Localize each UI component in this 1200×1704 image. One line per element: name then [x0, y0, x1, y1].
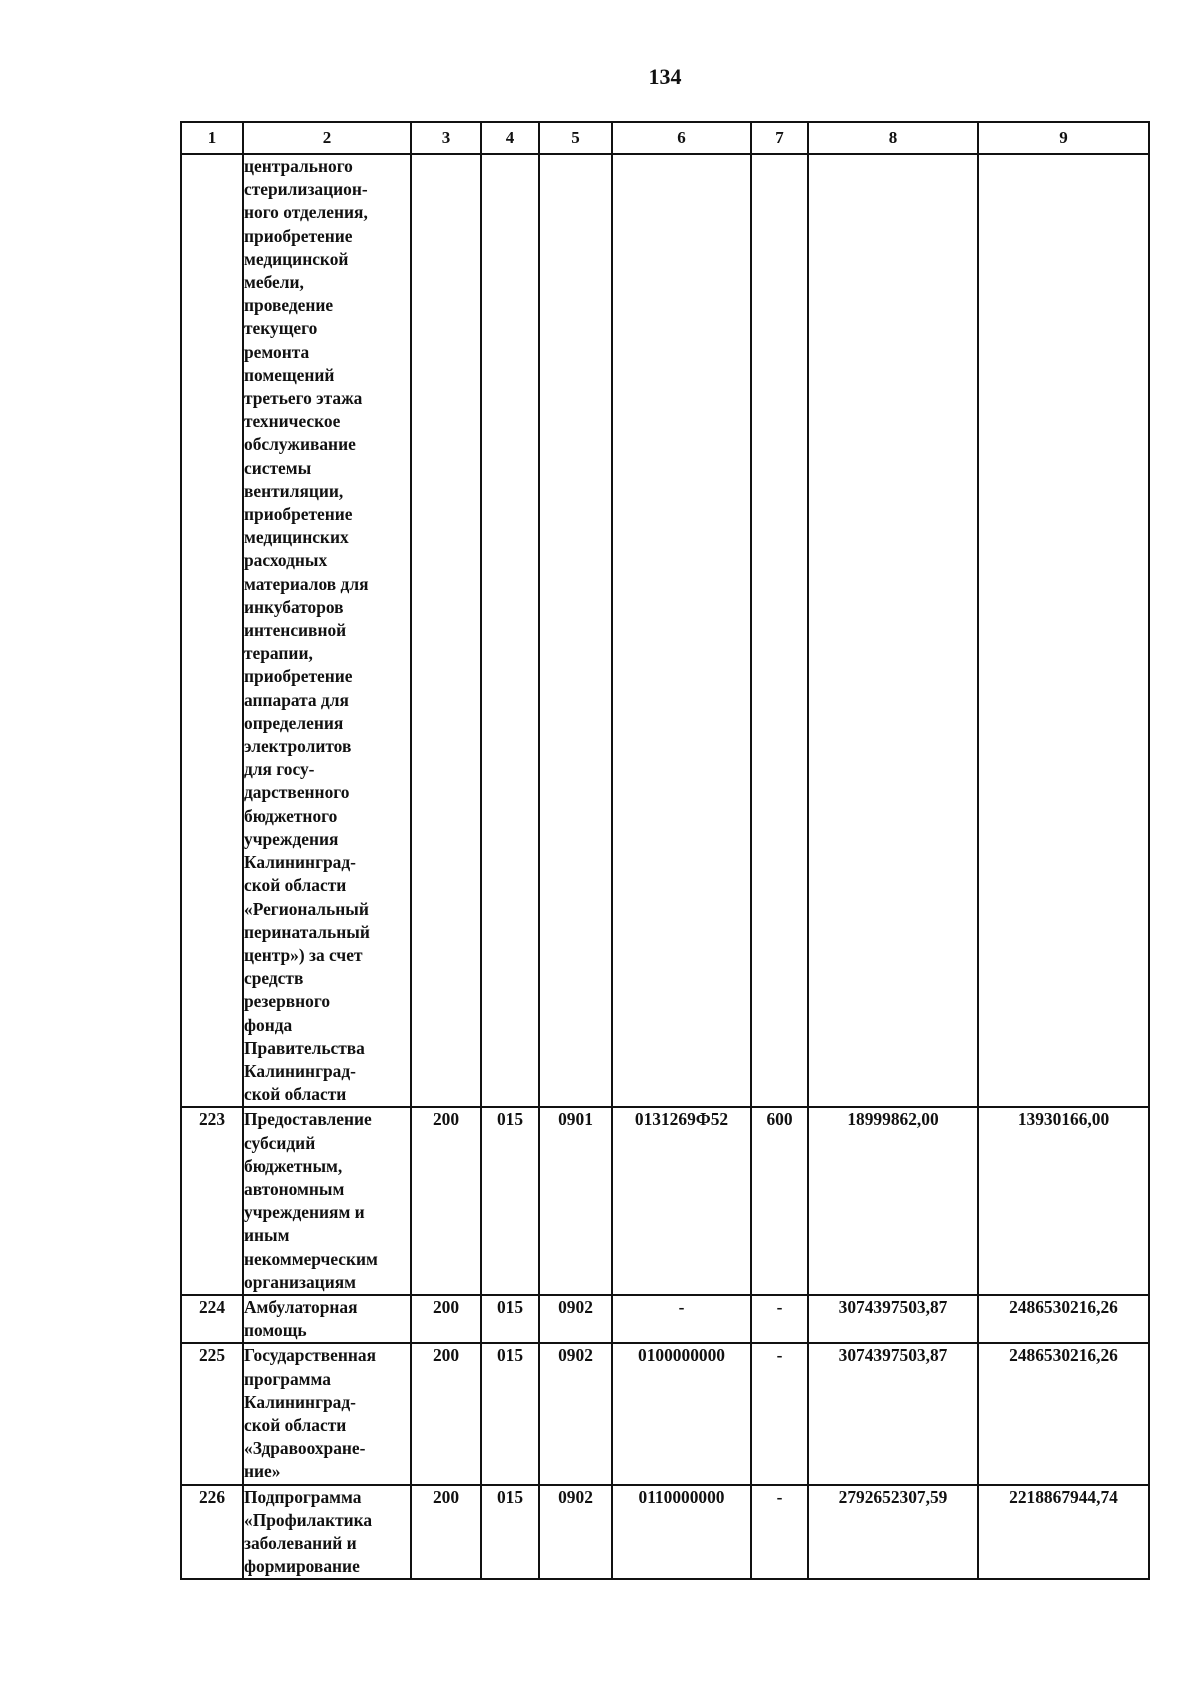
- row-number: 224: [181, 1295, 243, 1343]
- target-article-cell: 0110000000: [612, 1485, 751, 1580]
- row-name-line: системы: [244, 457, 312, 478]
- ministry-code-cell: 015: [481, 1107, 539, 1295]
- column-header: 1: [181, 122, 243, 154]
- row-name-line: Подпрограмма: [244, 1486, 362, 1507]
- budget-table: [180, 121, 1150, 1580]
- row-name-line: аппарата для: [244, 689, 349, 710]
- amount-cell: 18999862,00: [808, 1107, 978, 1295]
- row-name-line: стерилизацион-: [244, 179, 368, 200]
- ministry-code-cell: 015: [481, 1485, 539, 1580]
- row-name-line: фонда: [244, 1014, 293, 1035]
- row-name: [243, 1295, 411, 1343]
- row-name-line: Предоставление: [244, 1109, 372, 1130]
- ministry-code-cell: [481, 154, 539, 1107]
- target-article-cell: 0100000000: [612, 1343, 751, 1484]
- row-name-line: помещений: [244, 364, 335, 385]
- row-name-line: некоммерческим: [244, 1248, 378, 1269]
- row-name-line: приобретение: [244, 504, 353, 525]
- row-name-line: перинатальный: [244, 921, 370, 942]
- amount-cell: 2792652307,59: [808, 1485, 978, 1580]
- row-name-line: бюджетным,: [244, 1155, 343, 1176]
- section-code-cell: 0902: [539, 1485, 612, 1580]
- row-number: 226: [181, 1485, 243, 1580]
- target-article-cell: [612, 154, 751, 1107]
- admin-code-cell: [411, 154, 481, 1107]
- row-number: 223: [181, 1107, 243, 1295]
- row-name-line: ской области: [244, 1084, 347, 1105]
- row-name-line: медицинской: [244, 248, 349, 269]
- admin-code-cell: 200: [411, 1295, 481, 1343]
- target-article-cell: -: [612, 1295, 751, 1343]
- amount-cell: 2218867944,74: [978, 1485, 1149, 1580]
- row-name-line: третьего этажа: [244, 388, 363, 409]
- row-name-line: ного отделения,: [244, 202, 368, 223]
- row-name-line: приобретение: [244, 225, 353, 246]
- row-name-line: приобретение: [244, 666, 353, 687]
- row-name-line: интенсивной: [244, 620, 347, 641]
- ministry-code-cell: 015: [481, 1295, 539, 1343]
- row-name-line: ской области: [244, 875, 347, 896]
- row-number: 225: [181, 1343, 243, 1484]
- row-name-line: терапии,: [244, 643, 313, 664]
- page-number: 134: [648, 64, 682, 89]
- row-name-line: программа: [244, 1368, 331, 1389]
- row-name-line: «Здравоохране-: [244, 1438, 366, 1459]
- row-name-line: резервного: [244, 991, 331, 1012]
- row-name-line: ской области: [244, 1414, 347, 1435]
- section-code-cell: 0902: [539, 1295, 612, 1343]
- section-code-cell: 0901: [539, 1107, 612, 1295]
- row-name-line: формирование: [244, 1556, 360, 1577]
- amount-cell: 3074397503,87: [808, 1343, 978, 1484]
- row-name-line: центрального: [244, 156, 353, 176]
- row-name-line: дарственного: [244, 782, 350, 803]
- row-name-line: автономным: [244, 1178, 345, 1199]
- row-name-line: средств: [244, 968, 304, 989]
- row-name-line: учреждения: [244, 828, 339, 849]
- column-header: 3: [411, 122, 481, 154]
- admin-code-cell: 200: [411, 1107, 481, 1295]
- row-name-line: Государственная: [244, 1345, 376, 1366]
- admin-code-cell: 200: [411, 1343, 481, 1484]
- row-name: [243, 1485, 411, 1580]
- row-name-line: центр») за счет: [244, 944, 363, 965]
- table-row: [181, 1343, 1149, 1484]
- row-name-line: организациям: [244, 1271, 356, 1292]
- target-article-cell: 0131269Ф52: [612, 1107, 751, 1295]
- table-row: [181, 154, 1149, 1107]
- section-code-cell: [539, 154, 612, 1107]
- row-name: [243, 1343, 411, 1484]
- column-header: 6: [612, 122, 751, 154]
- row-name-line: заболеваний и: [244, 1532, 357, 1553]
- amount-cell: [808, 154, 978, 1107]
- row-name-line: электролитов: [244, 736, 352, 757]
- section-code-cell: 0902: [539, 1343, 612, 1484]
- row-name: [243, 154, 411, 1107]
- row-name-line: определения: [244, 712, 344, 733]
- row-name-line: инкубаторов: [244, 596, 344, 617]
- row-name-line: техническое: [244, 411, 341, 432]
- row-name-line: обслуживание: [244, 434, 356, 455]
- table-row: [181, 1485, 1149, 1580]
- row-name-line: «Профилактика: [244, 1509, 373, 1530]
- row-name-line: медицинских: [244, 527, 349, 548]
- row-name-line: расходных: [244, 550, 328, 571]
- amount-cell: 2486530216,26: [978, 1295, 1149, 1343]
- row-name-line: субсидий: [244, 1132, 316, 1153]
- amount-cell: 3074397503,87: [808, 1295, 978, 1343]
- row-name-line: для госу-: [244, 759, 315, 780]
- expense-type-cell: -: [751, 1343, 808, 1484]
- row-name-line: вентиляции,: [244, 480, 344, 501]
- row-name-line: «Региональный: [244, 898, 369, 919]
- expense-type-cell: [751, 154, 808, 1107]
- row-name-line: Амбулаторная: [244, 1296, 358, 1317]
- row-name-line: Калининград-: [244, 852, 356, 873]
- row-name-line: Калининград-: [244, 1060, 356, 1081]
- column-header: 4: [481, 122, 539, 154]
- ministry-code-cell: 015: [481, 1343, 539, 1484]
- amount-cell: 13930166,00: [978, 1107, 1149, 1295]
- row-name-line: Правительства: [244, 1037, 365, 1058]
- column-header: 5: [539, 122, 612, 154]
- column-header: 2: [243, 122, 411, 154]
- table-row: [181, 1107, 1149, 1295]
- row-name-line: материалов для: [244, 573, 369, 594]
- row-name-line: ние»: [244, 1461, 281, 1482]
- row-name-line: помощь: [244, 1320, 307, 1341]
- expense-type-cell: 600: [751, 1107, 808, 1295]
- row-name: [243, 1107, 411, 1295]
- column-header: 9: [978, 122, 1149, 154]
- amount-cell: [978, 154, 1149, 1107]
- expense-type-cell: -: [751, 1295, 808, 1343]
- row-name-line: проведение: [244, 295, 334, 316]
- row-name-line: иным: [244, 1225, 290, 1246]
- table-row: [181, 1295, 1149, 1343]
- expense-type-cell: -: [751, 1485, 808, 1580]
- row-name-line: Калининград-: [244, 1391, 356, 1412]
- row-name-line: мебели,: [244, 272, 304, 293]
- row-name-line: бюджетного: [244, 805, 338, 826]
- column-header: 7: [751, 122, 808, 154]
- row-name-line: ремонта: [244, 341, 310, 362]
- row-name-line: текущего: [244, 318, 318, 339]
- amount-cell: 2486530216,26: [978, 1343, 1149, 1484]
- row-number: [181, 154, 243, 1107]
- header-row: [181, 122, 1149, 154]
- row-name-line: учреждениям и: [244, 1202, 365, 1223]
- admin-code-cell: 200: [411, 1485, 481, 1580]
- column-header: 8: [808, 122, 978, 154]
